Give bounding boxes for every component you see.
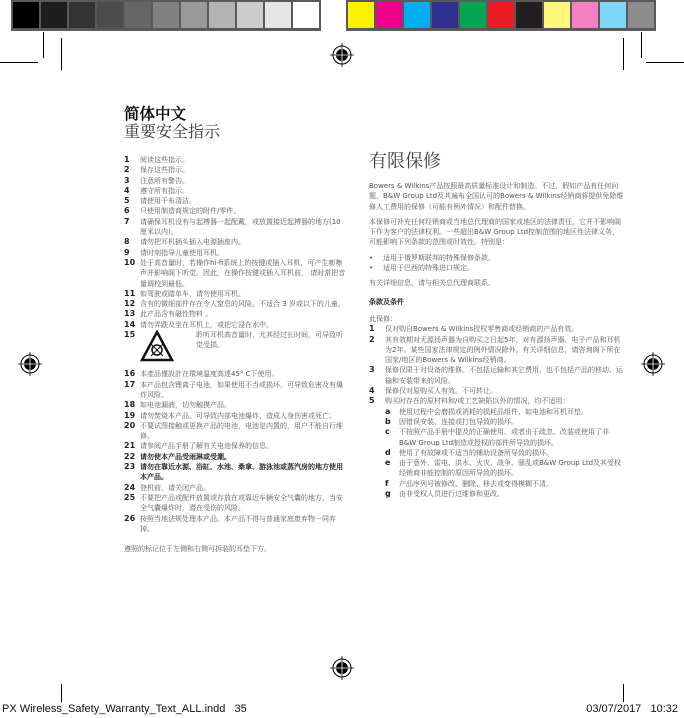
item-number: 10 bbox=[124, 257, 136, 267]
list-item bbox=[369, 386, 625, 396]
registration-mark-icon bbox=[330, 656, 354, 680]
item-number: 17 bbox=[124, 379, 136, 389]
color-swatch bbox=[544, 2, 570, 28]
footer-date: 03/07/2017 10:32 bbox=[586, 703, 678, 715]
gray-swatch bbox=[69, 2, 95, 28]
item-text: 由于意外、雷电、洪水、火灾、战争、骚乱或B&W Group Ltd及其受权经销商非能控制的原因所导致的损坏。 bbox=[399, 459, 622, 478]
registration-mark-icon bbox=[330, 43, 354, 67]
crop-mark bbox=[0, 62, 38, 63]
list-item bbox=[124, 206, 346, 216]
list-item bbox=[124, 483, 346, 493]
item-text: 不要试图接触或更换产品的电池，电池是内置的，用户不能自行维修。 bbox=[140, 421, 343, 441]
list-item bbox=[369, 335, 625, 366]
item-text: 产品序列号被修改、删除、移去或变得模糊不清。 bbox=[399, 479, 553, 488]
item-number: c bbox=[385, 427, 390, 437]
item-text: 不要把产品或配件放置或存放在或靠近车辆安全气囊的地方，当安全气囊爆炸时，潜在受伤的风险。 bbox=[140, 493, 343, 513]
item-text: 请时刻指导儿童使用耳机。 bbox=[140, 248, 224, 257]
list-item bbox=[124, 462, 346, 483]
item-number: 13 bbox=[124, 309, 136, 319]
terms-intro: 此保修： bbox=[369, 314, 397, 323]
bullet-text: 适用于俄罗斯联邦的特殊保修条款。 bbox=[383, 253, 495, 262]
list-item bbox=[385, 489, 625, 499]
item-number: 12 bbox=[124, 299, 136, 309]
list-item bbox=[124, 165, 346, 175]
item-text: 请勿焚烧本产品。可导致内部电池爆炸、造成人身伤害或死亡。 bbox=[140, 411, 336, 420]
item-number: 3 bbox=[124, 175, 130, 185]
item-text: 保存这些指示。 bbox=[140, 166, 189, 175]
list-item bbox=[385, 458, 625, 479]
item-number: 26 bbox=[124, 513, 136, 523]
item-text: 请使用干布清洁。 bbox=[140, 197, 196, 206]
item-number: 20 bbox=[124, 420, 136, 430]
list-item bbox=[385, 479, 625, 489]
item-text: 只使用制造商规定的附件/零件。 bbox=[140, 207, 241, 216]
list-item bbox=[385, 427, 625, 448]
item-number: 23 bbox=[124, 462, 136, 472]
item-number: 21 bbox=[124, 441, 136, 451]
color-swatch bbox=[432, 2, 458, 28]
item-text: 如电池漏液，切勿触摸产品。 bbox=[140, 401, 231, 410]
item-number: 19 bbox=[124, 410, 136, 420]
item-number: 2 bbox=[369, 334, 375, 344]
list-item bbox=[124, 176, 346, 186]
item-number: 14 bbox=[124, 319, 136, 329]
item-text: 注意所有警告。 bbox=[140, 176, 189, 185]
terms-list bbox=[369, 324, 625, 406]
item-number: 5 bbox=[369, 396, 375, 406]
list-item bbox=[124, 514, 346, 535]
list-item bbox=[124, 441, 346, 451]
item-number: 11 bbox=[124, 288, 136, 298]
item-text: 请勿在靠近水源、浴缸、水池、桑拿、游泳池或蒸汽房的地方使用本产品。 bbox=[140, 463, 343, 482]
item-number: 1 bbox=[369, 324, 375, 334]
item-text: 请勿使本产品受雨淋或受潮。 bbox=[140, 452, 231, 461]
item-number: 4 bbox=[124, 185, 130, 195]
registration-mark-icon bbox=[641, 352, 665, 376]
list-item bbox=[124, 237, 346, 247]
footer-filename: PX Wireless_Safety_Warranty_Text_ALL.indd 35 bbox=[2, 703, 247, 715]
item-number: 8 bbox=[124, 237, 130, 247]
item-number: 9 bbox=[124, 247, 130, 257]
list-item bbox=[124, 330, 346, 365]
item-text: 不按照产品手册中提及的正确使用、或者由于疏忽、改装或使用了非B&W Group Ltd制造或授权的部件所导致的损坏。 bbox=[399, 428, 609, 447]
item-text: 本产品包含锂离子电池，如果使用不当或损坏，可导致危害及有爆炸风险。 bbox=[140, 380, 343, 399]
hearing-warning-icon bbox=[140, 330, 174, 365]
crop-mark bbox=[641, 32, 642, 58]
list-item bbox=[124, 411, 346, 421]
item-number: e bbox=[385, 458, 391, 468]
item-text: 保修仅对原购买人有效。不可转让。 bbox=[385, 387, 497, 396]
safety-list bbox=[124, 155, 346, 534]
item-number: a bbox=[385, 406, 391, 416]
crop-mark bbox=[43, 32, 44, 58]
list-item bbox=[124, 258, 346, 289]
gray-swatch bbox=[181, 2, 207, 28]
item-number: 3 bbox=[369, 365, 375, 375]
crop-mark bbox=[646, 62, 684, 63]
registration-mark-icon bbox=[18, 352, 42, 376]
list-item bbox=[124, 196, 346, 206]
item-number: b bbox=[385, 416, 391, 426]
item-number: f bbox=[385, 478, 389, 488]
list-item bbox=[124, 186, 346, 196]
item-text: 阅读这些指示。 bbox=[140, 156, 189, 164]
color-swatch bbox=[348, 2, 374, 28]
safety-column bbox=[124, 106, 346, 554]
item-number: 18 bbox=[124, 400, 136, 410]
bullet-item: • 适用于俄罗斯联邦的特殊保修条款。 bbox=[369, 253, 495, 262]
color-swatch bbox=[460, 2, 486, 28]
gray-color-bar bbox=[11, 0, 321, 31]
gray-swatch bbox=[97, 2, 123, 28]
item-text: 处于高音量时，若操作hi-fi系统上的按键或插入耳机，可产生嘭嚓声并影响阁下听觉。因此，在操作按键或插入耳机前， 请时常把音量调校到最低。 bbox=[140, 258, 346, 288]
gray-swatch bbox=[237, 2, 263, 28]
item-number: 7 bbox=[124, 216, 130, 226]
item-text: 登机前，请关闭产品。 bbox=[140, 483, 210, 492]
list-item bbox=[124, 248, 346, 258]
language-title: 简体中文 bbox=[124, 105, 187, 123]
item-text: 本產品僅設計在環境溫度高達45° C下使用。 bbox=[140, 370, 279, 379]
crop-mark bbox=[623, 684, 624, 702]
terms-sublist bbox=[369, 407, 625, 500]
list-item bbox=[385, 448, 625, 458]
process-color-bar bbox=[346, 0, 656, 31]
item-text: 购买时存在的原材料和/或工艺缺陷以外的情况，均不适用： bbox=[385, 397, 570, 406]
gray-swatch bbox=[293, 2, 319, 28]
crop-mark bbox=[61, 38, 62, 70]
item-text: 请确保耳机没有与起搏器一起配戴，或放置接近起搏器的地方(10厘米以内)。 bbox=[140, 217, 341, 237]
warranty-paragraph: Bowers & Wilkins产品按照最高质量标准设计和制造。不过，假如产品有任何问题，B&W Group Ltd及其遍布全国认可的Bowers & Wilkins经销商将提供免除维修人工费用的保修（可能有例外情况）和配件替换。 bbox=[369, 182, 624, 211]
list-item bbox=[124, 452, 346, 462]
item-text: 遵守所有指示。 bbox=[140, 186, 189, 195]
item-number: 22 bbox=[124, 451, 136, 461]
crop-mark bbox=[61, 684, 62, 702]
item-text: 按照当地法规处理本产品。本产品不得与普通家庭废弃物一同弃掉。 bbox=[140, 514, 336, 533]
list-item bbox=[369, 396, 625, 406]
item-text: 聆听耳机高音量时，尤其经过长时间，可导致听觉受损。 bbox=[196, 331, 343, 350]
item-text: 保修仅限于对设备的维修。不包括运输和其它费用，也不包括产品的移动、运输和安装带来的风险。 bbox=[385, 366, 623, 385]
item-number: 24 bbox=[124, 482, 136, 492]
item-number: 5 bbox=[124, 196, 130, 206]
warranty-paragraph: 本保修可补充任何经销商或当地总代理商的国家或地区的法律责任，它并不影响阁下作为客户的法律权利。一些超出B&W Group Ltd控制范围的地区性法律义务，可能影响下列条款的范围或时效性。特别是： bbox=[369, 217, 621, 247]
bullet-list bbox=[369, 253, 625, 274]
item-text: 请勿弄跌及坐在耳机上，或把它浸在水中。 bbox=[140, 320, 273, 329]
list-item bbox=[369, 365, 625, 386]
item-with-icon bbox=[140, 330, 346, 365]
list-item bbox=[369, 324, 625, 334]
gray-swatch bbox=[265, 2, 291, 28]
item-text: 其有效期对无源扬声器为自购买之日起5年，对有源扬声器、电子产品和耳机为2年。某些国家法律规定的例外情况除外。有关详细信息，请咨询阁下所在国家/地区的Bowers & Wilkins经销商。 bbox=[385, 335, 621, 365]
item-text: 此产品含有磁性物料 。 bbox=[140, 310, 213, 319]
item-number: d bbox=[385, 447, 391, 457]
color-swatch bbox=[488, 2, 514, 28]
item-number: g bbox=[385, 489, 391, 499]
safety-title: 重要安全指示 bbox=[124, 122, 221, 141]
warranty-paragraph: 有关详细信息，请与相关总代理商联系。 bbox=[369, 279, 495, 288]
item-text: 由非受权人员进行过维修和更改。 bbox=[399, 490, 504, 499]
gray-swatch bbox=[153, 2, 179, 28]
bullet-text: 适用于巴西的特殊进口规定。 bbox=[383, 264, 474, 273]
list-item bbox=[124, 400, 346, 410]
item-number: 25 bbox=[124, 492, 136, 502]
warranty-column bbox=[369, 151, 625, 499]
color-swatch bbox=[600, 2, 626, 28]
list-item bbox=[124, 289, 346, 299]
color-swatch bbox=[572, 2, 598, 28]
list-item bbox=[124, 369, 346, 379]
color-swatch bbox=[376, 2, 402, 28]
item-text: 如驾驶或踏单车，请勿使用耳机。 bbox=[140, 289, 245, 298]
color-swatch bbox=[628, 2, 654, 28]
list-item bbox=[124, 299, 346, 309]
item-text: 使用了有故障或不适当的辅助设备所导致的损坏。 bbox=[399, 448, 553, 457]
list-item bbox=[124, 320, 346, 330]
gray-swatch bbox=[209, 2, 235, 28]
item-text: 仅对购自Bowers & Wilkins授权零售商或经销商的产品有效。 bbox=[385, 325, 579, 334]
terms-heading: 条款及条件 bbox=[369, 297, 404, 306]
item-text: 请参阅产品手册了解有关电池保养的信息。 bbox=[140, 442, 273, 451]
item-text: 因错误安装、连接或打包导致的损坏。 bbox=[399, 417, 518, 426]
gray-swatch bbox=[41, 2, 67, 28]
list-item bbox=[385, 417, 625, 427]
item-text: 含有的微细部件存在令人窒息的风险。不适合 3 岁或以下的儿童。 bbox=[140, 300, 345, 309]
list-item bbox=[124, 155, 346, 165]
bullet-item: • 适用于巴西的特殊进口规定。 bbox=[369, 264, 474, 273]
warranty-title: 有限保修 bbox=[369, 151, 441, 172]
list-item bbox=[124, 309, 346, 319]
list-item bbox=[124, 380, 346, 401]
item-number: 1 bbox=[124, 155, 130, 164]
item-number: 15 bbox=[124, 330, 136, 340]
color-swatch bbox=[404, 2, 430, 28]
item-number: 6 bbox=[124, 206, 130, 216]
list-item bbox=[124, 217, 346, 238]
list-item bbox=[385, 407, 625, 417]
crop-mark bbox=[623, 38, 624, 70]
item-number: 2 bbox=[124, 165, 130, 175]
note: 遵照的标记位于左侧和右侧可拆装的耳垫下方。 bbox=[124, 545, 271, 554]
list-item bbox=[124, 421, 346, 442]
gray-swatch bbox=[13, 2, 39, 28]
list-item bbox=[124, 493, 346, 514]
item-text: 使用过程中会磨损或消耗的损耗品组件，如电池和耳机耳垫。 bbox=[399, 407, 588, 416]
item-number: 4 bbox=[369, 386, 375, 396]
color-swatch bbox=[516, 2, 542, 28]
item-number: 16 bbox=[124, 369, 136, 379]
gray-swatch bbox=[125, 2, 151, 28]
item-text: 请勿把耳机插头插入电源插座内。 bbox=[140, 238, 245, 247]
